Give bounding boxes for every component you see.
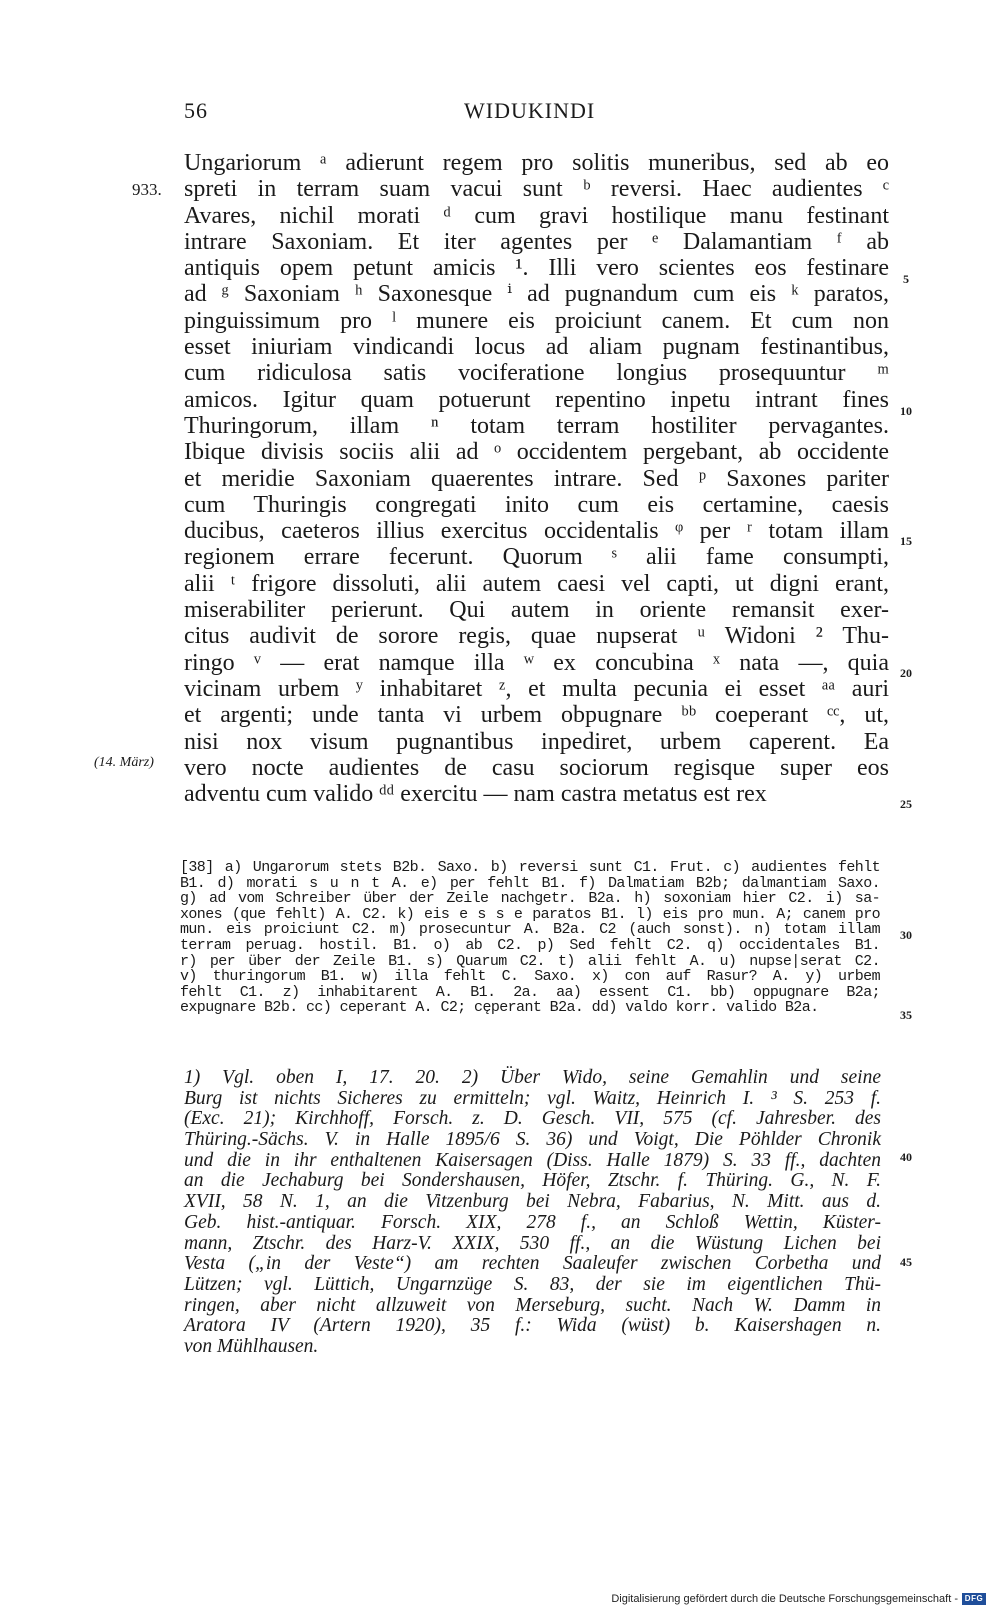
page-number: 56 [184,98,208,123]
dfg-logo-icon: DFG [962,1593,986,1605]
main-line: cum ridiculosa satis vociferatione longius prosequuntur ᵐ [184,360,889,387]
main-line: esset iniuriam vindicandi locus ad aliam pugnam festinantibus, [184,334,889,361]
footnote-line: 1) Vgl. oben I, 17. 20. 2) Über Wido, seine Gemahlin und seine [184,1067,881,1088]
main-line: Ungariorum ᵃ adierunt regem pro solitis muneribus, sed ab eo [184,150,889,176]
footnote-line: Vesta („in der Veste“) am rechten Saaleufer zwischen Corbetha und [184,1253,881,1275]
main-line: et argenti; unde tanta vi urbem obpugnare ᵇᵇ coeperant ᶜᶜ, ut, [184,702,889,729]
critical-apparatus [180,860,880,1016]
apparatus-line: [38] a) Ungarorum stets B2b. Saxo. b) reversi sunt C1. Frut. c) audientes fehlt [180,859,880,876]
footnote-line: von Mühlhausen. [184,1335,319,1357]
line-number: 5 [903,272,909,286]
main-line: spreti in terram suam vacui sunt ᵇ reversi. Haec audientes ᶜ [184,176,889,203]
main-text [184,150,889,807]
main-line: regionem errare fecerunt. Quorum ˢ alii fame consumpti, [184,544,889,571]
apparatus-line: mun. eis proiciunt C2. m) prosecuntur A. B2a. C2 (auch sonst). n) totam illam [180,921,880,939]
footnote-line: XVII, 58 N. 1, an die Vitzenburg bei Nebra, Fabarius, N. Mitt. aus d. [184,1191,881,1213]
main-line: Ibique divisis sociis alii ad ᵒ occidentem pergebant, ab occidente [184,439,889,466]
apparatus-line: g) ad vom Schreiber über der Zeile nachgetr. B2a. h) soxoniam hier C2. i) sa- [180,890,880,908]
main-line: vero nocte audientes de casu sociorum regisque super eos [184,754,889,781]
line-number: 40 [900,1150,912,1164]
main-line: miserabiliter perierunt. Qui autem in oriente remansit exer- [184,597,889,624]
main-line: cum Thuringis congregati inito cum eis certamine, caesis [184,491,889,518]
main-line: pinguissimum pro ˡ munere eis proiciunt canem. Et cum non [184,307,889,334]
main-line: vicinam urbem ʸ inhabitaret ᶻ, et multa pecunia ei esset ᵃᵃ auri [184,675,889,702]
main-line: antiquis opem petunt amicis ¹. Illi vero scientes eos festinare [184,255,889,282]
credit-text: Digitalisierung gefördert durch die Deutsche Forschungsgemeinschaft - [611,1593,958,1605]
line-number: 35 [900,1008,912,1022]
apparatus-line: r) per über der Zeile B1. s) Quarum C2. t) alii fehlt A. u) nupse|serat C2. [180,952,880,970]
main-line: amicos. Igitur quam potuerunt repentino inpetu intrant fines [184,386,889,413]
main-line: Avares, nichil morati ᵈ cum gravi hostilique manu festinant [184,202,889,229]
footnote-line: Geb. hist.-antiquar. Forsch. XIX, 278 f., an Schloß Wettin, Küster- [184,1211,881,1233]
apparatus-line: v) thuringorum B1. w) illa fehlt C. Saxo. x) con auf Rasur? A. y) urbem [180,968,880,986]
footnote-line: an die Jechaburg bei Sondershausen, Höfer, Ztschr. f. Thüring. G., N. F. [184,1170,881,1192]
main-line: ad ᵍ Saxoniam ʰ Saxonesque ⁱ ad pugnandum cum eis ᵏ paratos, [184,281,889,308]
footnote-line: ringen, aber nicht allzuweit von Merseburg, sucht. Nach W. Damm in [184,1294,881,1316]
main-line: Thuringorum, illam ⁿ totam terram hostiliter pervagantes. [184,412,889,439]
running-title: WIDUKINDI [464,98,596,123]
apparatus-line: B1. d) morati s u n t A. e) per fehlt B1. f) Dalmatiam B2b; dalmantiam Saxo. [180,874,880,892]
footnote-line: Thüring.-Sächs. V. in Halle 1895/6 S. 36) und Voigt, Die Pöhlder Chronik [184,1129,881,1151]
footnote-line: Lützen; vgl. Lüttich, Ungarnzüge S. 83, der sie im eigentlichen Thü- [184,1273,881,1295]
main-line: intrare Saxoniam. Et iter agentes per ᵉ Dalamantiam ᶠ ab [184,228,889,255]
line-number: 25 [900,797,912,811]
footnote-line: (Exc. 21); Kirchhoff, Forsch. z. D. Gesch. VII, 575 (cf. Jahresber. des [184,1108,881,1130]
line-number: 30 [900,928,912,942]
footnotes [184,1068,881,1358]
line-number: 15 [900,534,912,548]
main-line: nisi nox visum pugnantibus inpediret, urbem caperent. Ea [184,728,889,755]
main-line: alii ᵗ frigore dissoluti, alii autem caesi vel capti, ut digni erant, [184,570,889,597]
main-line: et meridie Saxoniam quaerentes intrare. Sed ᵖ Saxones pariter [184,465,889,492]
footnote-line: und die in ihr enthaltenen Kaisersagen (Diss. Halle 1879) S. 33 ff., dachten [184,1149,881,1171]
footnote-line: mann, Ztschr. des Harz-V. XXIX, 530 ff., an die Wüstung Lichen bei [184,1232,881,1254]
footnote-line: Burg ist nichts Sicheres zu ermitteln; vgl. Waitz, Heinrich I. ³ S. 253 f. [184,1087,881,1109]
main-line: ringo ᵛ — erat namque illa ʷ ex concubina ˣ nata —, quia [184,649,889,676]
footnote-line: Aratora IV (Artern 1920), 35 f.: Wida (wüst) b. Kaisershagen n. [184,1315,881,1337]
main-line: ducibus, caeteros illius exercitus occidentalis ᵠ per ʳ totam illam [184,518,889,545]
apparatus-line: fehlt C1. z) inhabitarent A. B1. 2a. aa) essent C1. bb) oppugnare B2a; [180,983,880,1001]
apparatus-line: xones (que fehlt) A. C2. k) eis e s s e paratos B1. l) eis pro mun. A; canem pro [180,905,880,923]
digitization-credit [611,1591,986,1607]
margin-date: (14. März) [94,755,154,770]
main-line: citus audivit de sorore regis, quae nupserat ᵘ Widoni ² Thu- [184,623,889,650]
page-header [184,98,884,134]
margin-year: 933. [132,180,162,199]
line-number: 45 [900,1255,912,1269]
apparatus-line: expugnare B2b. cc) ceperant A. C2; cęperant B2a. dd) valdo korr. valido B2a. [180,999,819,1017]
line-number: 20 [900,666,912,680]
line-number: 10 [900,404,912,418]
apparatus-line: terram peruag. hostil. B1. o) ab C2. p) Sed fehlt C2. q) occidentales B1. [180,936,880,954]
main-line: adventu cum valido ᵈᵈ exercitu — nam castra metatus est rex [184,781,767,808]
